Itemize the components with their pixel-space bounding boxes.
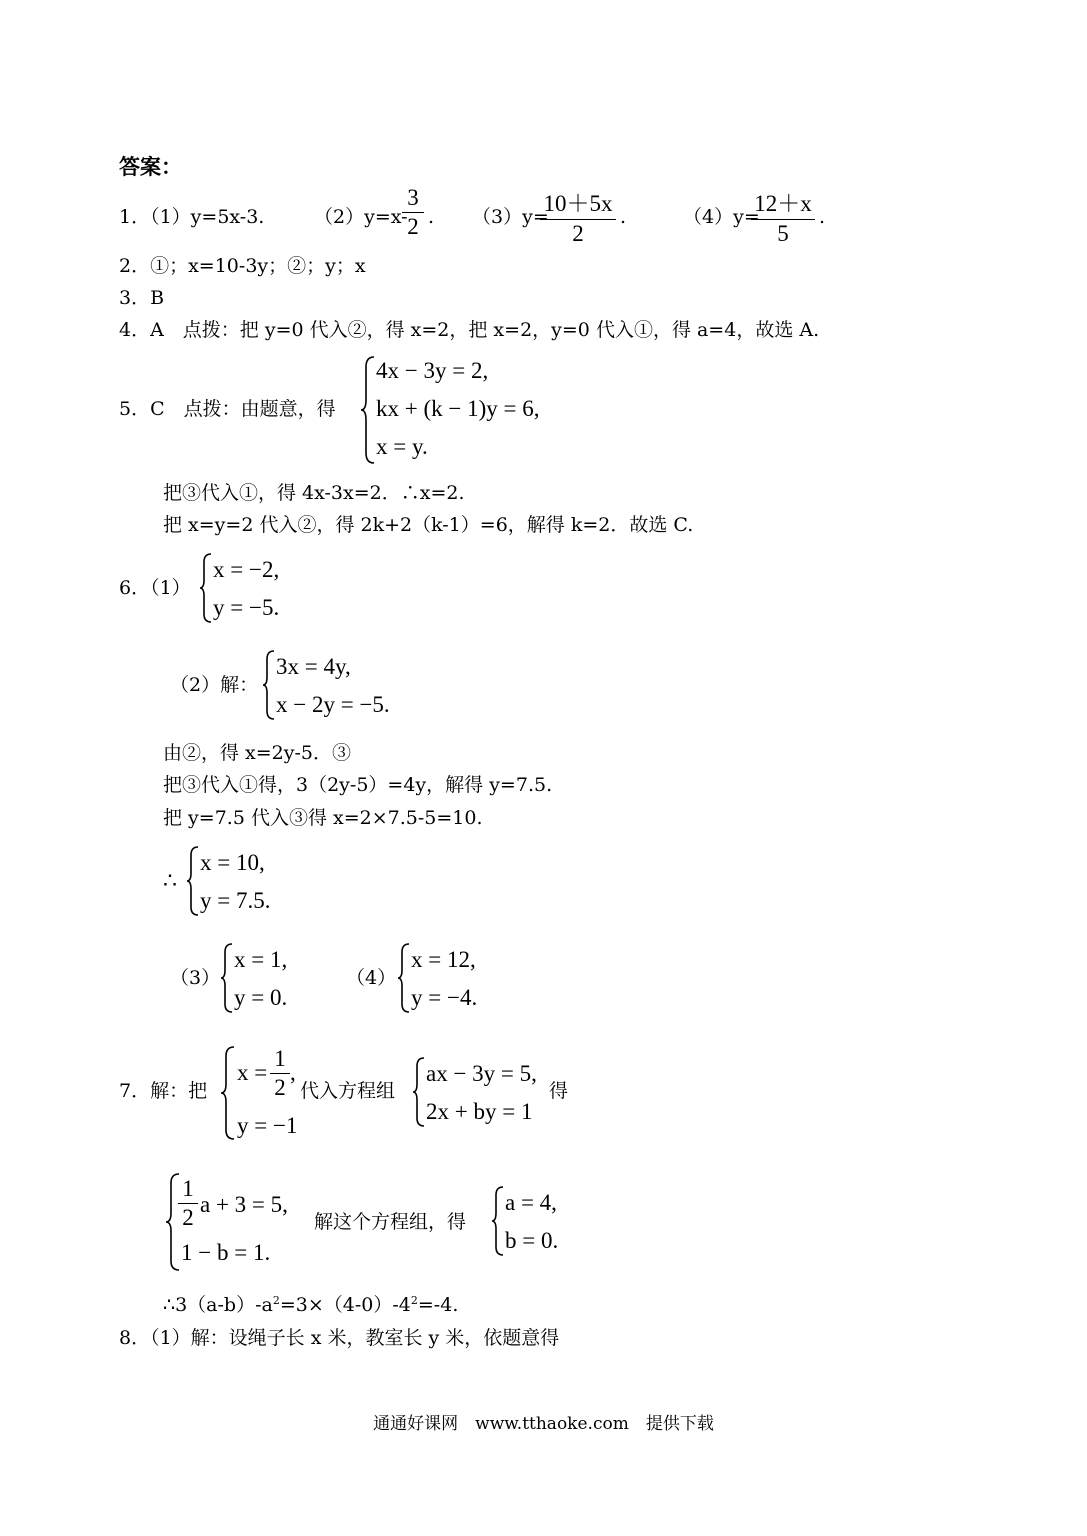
q7-brace-1 xyxy=(220,1045,236,1141)
q4-answer: 4．A 点拨：把 y=0 代入②，得 x=2，把 x=2，y=0 代入①，得 a=4，故选 A. xyxy=(119,319,820,341)
therefore-symbol: ∴ xyxy=(163,869,177,894)
q7-brace-2 xyxy=(412,1056,426,1128)
q5-step2: 把 x=y=2 代入②，得 2k+2（k-1）=6，解得 k=2．故选 C. xyxy=(163,514,694,536)
q7-result-fraction: 1 2 xyxy=(178,1176,198,1231)
footer-source: 通通好课网 www.tthaoke.com 提供下载 xyxy=(373,1414,714,1434)
q7-system: ax − 3y = 5, 2x + by = 1 xyxy=(426,1061,537,1124)
q1-part4-prefix: （4）y= xyxy=(683,206,760,228)
q6-step2: 把③代入①得，3（2y-5）=4y，解得 y=7.5. xyxy=(163,774,553,796)
q6-brace-1 xyxy=(199,552,213,624)
q5-system: 4x − 3y = 2, kx + (k − 1)y = 6, x = y. xyxy=(376,358,540,459)
q7-final: $\therefore 3(a-b)-a^2=3\times(4-0)-4^2=-4$. xyxy=(163,1294,459,1316)
q6-system-1: x = −2, y = −5. xyxy=(213,557,280,620)
q5-label: 5．C 点拨：由题意，得 xyxy=(119,398,336,420)
q6-system-3: x = 10, y = 7.5. xyxy=(200,850,271,913)
q7-solve-text: 解这个方程组，得 xyxy=(314,1211,467,1233)
q1-part3-fraction: 10＋5x 2 xyxy=(540,185,616,247)
q1-part1: 1．（1）y=5x-3. xyxy=(119,206,265,228)
q7-answer-system: a = 4, b = 0. xyxy=(505,1190,559,1253)
q6-label-4: （4） xyxy=(346,967,397,989)
answer-title: 答案： xyxy=(119,154,182,179)
q7-mid-text: 代入方程组 xyxy=(300,1080,396,1102)
q6-system-4: x = 1, y = 0. xyxy=(234,947,288,1010)
q6-brace-5 xyxy=(397,942,411,1014)
q8-text: 8．（1）解：设绳子长 x 米，教室长 y 米，依题意得 xyxy=(119,1327,560,1349)
q1-part2-prefix: （2）y=x- xyxy=(314,206,408,228)
q1-part2-fraction: 3 2 xyxy=(402,185,424,240)
q7-result-eq2: 1 − b = 1. xyxy=(181,1240,271,1265)
q1-part4-fraction: 12＋x 5 xyxy=(751,185,815,247)
q1-part3-prefix: （3）y= xyxy=(472,206,549,228)
q7-x-lhs: x = xyxy=(237,1060,268,1085)
q7-result-eq1: a + 3 = 5, xyxy=(200,1192,288,1217)
q6-brace-2 xyxy=(262,649,276,721)
q7-x-fraction: 1 2 xyxy=(270,1046,290,1101)
q6-system-5: x = 12, y = −4. xyxy=(411,947,478,1010)
q6-step3: 把 y=7.5 代入③得 x=2×7.5-5=10. xyxy=(163,807,483,829)
q6-system-2: 3x = 4y, x − 2y = −5. xyxy=(276,654,390,717)
q5-step1: 把③代入①，得 4x-3x=2．∴x=2. xyxy=(163,482,465,504)
q6-label-1: 6．（1） xyxy=(119,577,191,599)
q6-brace-3 xyxy=(186,845,200,917)
q6-label-3: （3） xyxy=(170,967,221,989)
q2-answer: 2．①；x=10-3y；②；y；x xyxy=(119,255,366,277)
q5-brace xyxy=(360,355,376,465)
q7-y-eq: y = −1 xyxy=(237,1113,298,1138)
q6-brace-4 xyxy=(220,942,234,1014)
q7-brace-4 xyxy=(491,1185,505,1257)
q7-label: 7．解：把 xyxy=(119,1080,208,1102)
q7-end-text: 得 xyxy=(549,1080,569,1102)
q3-answer: 3．B xyxy=(119,287,165,309)
q6-label-2: （2）解： xyxy=(170,674,259,696)
q6-step1: 由②，得 x=2y-5．③ xyxy=(163,742,352,764)
